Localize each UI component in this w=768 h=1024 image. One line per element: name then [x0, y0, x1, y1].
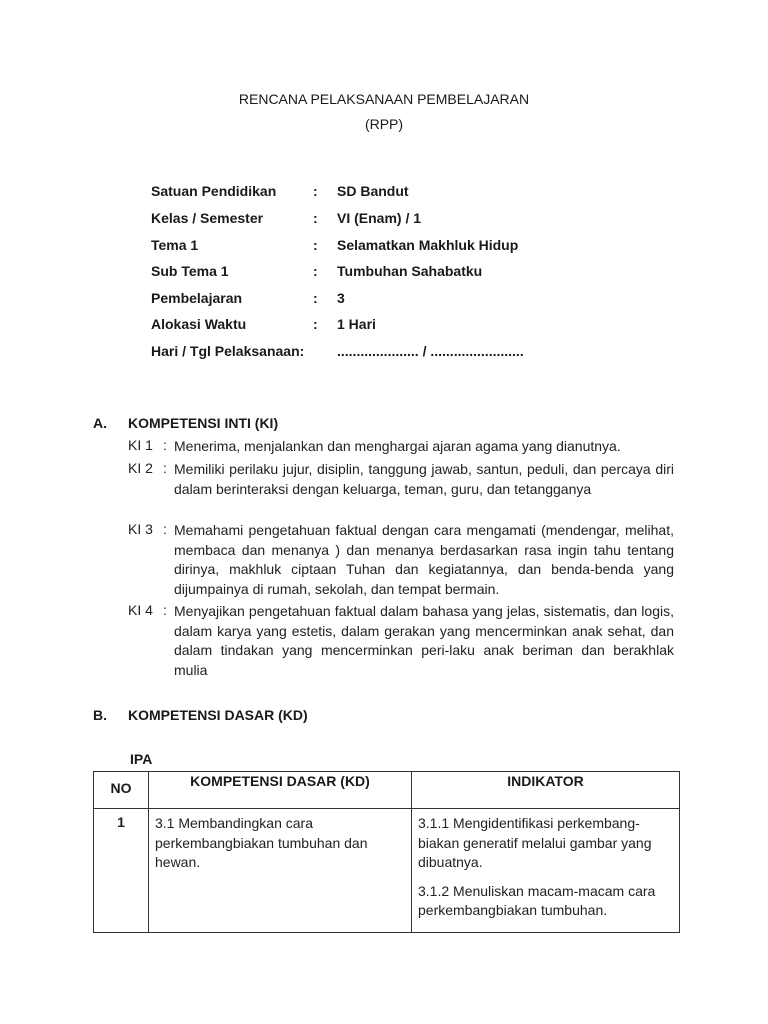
ki-code: KI 3 — [128, 521, 153, 537]
column-header-kd: KOMPETENSI DASAR (KD) — [149, 772, 412, 809]
kd-table — [93, 771, 680, 933]
document-subtitle: (RPP) — [364, 116, 404, 132]
identity-value: Tumbuhan Sahabatku — [337, 263, 483, 279]
identity-label: Tema 1 — [151, 237, 199, 253]
table-header-row — [94, 772, 680, 809]
identity-colon: : — [313, 237, 318, 253]
identity-label: Alokasi Waktu — [151, 316, 247, 332]
ki-text: Menerima, menjalankan dan menghargai ajaran agama yang dianutnya. — [174, 438, 621, 454]
identity-colon: : — [313, 316, 318, 332]
ki-code: KI 1 — [128, 437, 153, 453]
ki-text: Menyajikan pengetahuan faktual dalam bahasa yang jelas, sistematis, dan logis, dalam karya yang estetis, dalam gerakan yang mencerminkan anak sehat, dan dalam tindakan yang mencerminkan peri-laku anak beriman dan berakhlak mulia — [174, 603, 674, 678]
column-header-no: NO — [94, 772, 149, 809]
indicator-item: 3.1.2 Menuliskan macam-macam cara perkembangbiakan tumbuhan. — [418, 882, 656, 918]
ki-colon: : — [163, 437, 167, 453]
identity-row-sub-tema — [151, 263, 711, 283]
section-b-title: KOMPETENSI DASAR (KD) — [128, 707, 308, 723]
identity-row-hari-tgl — [151, 343, 711, 363]
identity-label: Kelas / Semester — [151, 210, 264, 226]
ki-text: Memahami pengetahuan faktual dengan cara mengamati (mendengar, melihat, membaca dan menanya ) dan menanya berdasarkan rasa ingin tahu tentang dirinya, makhluk ciptaan Tuhan dan kegiatannya, dan benda-benda yang dijumpainya di rumah, sekolah, dan tempat bermain. — [174, 522, 674, 597]
document-title: RENCANA PELAKSANAAN PEMBELAJARAN — [238, 91, 530, 107]
identity-colon: : — [313, 263, 318, 279]
table-row — [94, 809, 680, 933]
section-a-letter: A. — [93, 415, 107, 431]
indikator-cell — [412, 809, 680, 933]
identity-row-kelas-semester — [151, 210, 711, 230]
identity-value: ..................... / ........................ — [337, 343, 524, 359]
row-number: 1 — [94, 809, 149, 933]
kd-cell: 3.1 Membandingkan cara perkembangbiakan tumbuhan dan hewan. — [149, 809, 412, 933]
section-b-letter: B. — [93, 707, 107, 723]
ki-colon: : — [163, 602, 167, 618]
identity-row-satuan-pendidikan — [151, 183, 711, 203]
identity-value: 3 — [337, 290, 345, 306]
identity-label: Hari / Tgl Pelaksanaan: — [151, 343, 305, 359]
ki-text: Memiliki perilaku jujur, disiplin, tanggung jawab, santun, peduli, dan percaya diri dalam berinteraksi dengan keluarga, teman, guru, dan tetangganya — [174, 461, 674, 497]
identity-label: Sub Tema 1 — [151, 263, 229, 279]
identity-colon: : — [313, 210, 318, 226]
identity-row-pembelajaran — [151, 290, 711, 310]
identity-label: Pembelajaran — [151, 290, 243, 306]
column-header-indikator: INDIKATOR — [412, 772, 680, 809]
identity-value: SD Bandut — [337, 183, 409, 199]
subject-label: IPA — [130, 751, 153, 767]
identity-row-alokasi-waktu — [151, 316, 711, 336]
identity-label: Satuan Pendidikan — [151, 183, 277, 199]
ki-code: KI 4 — [128, 602, 153, 618]
section-a-title: KOMPETENSI INTI (KI) — [128, 415, 279, 431]
ki-colon: : — [163, 521, 167, 537]
ki-code: KI 2 — [128, 460, 153, 476]
identity-value: VI (Enam) / 1 — [337, 210, 422, 226]
identity-colon: : — [313, 290, 318, 306]
indicator-item: 3.1.1 Mengidentifikasi perkembang-biakan generatif melalui gambar yang dibuatnya. — [418, 815, 652, 870]
identity-value: 1 Hari — [337, 316, 376, 332]
identity-colon: : — [313, 183, 318, 199]
ki-colon: : — [163, 460, 167, 476]
identity-row-tema — [151, 237, 711, 257]
identity-value: Selamatkan Makhluk Hidup — [337, 237, 519, 253]
